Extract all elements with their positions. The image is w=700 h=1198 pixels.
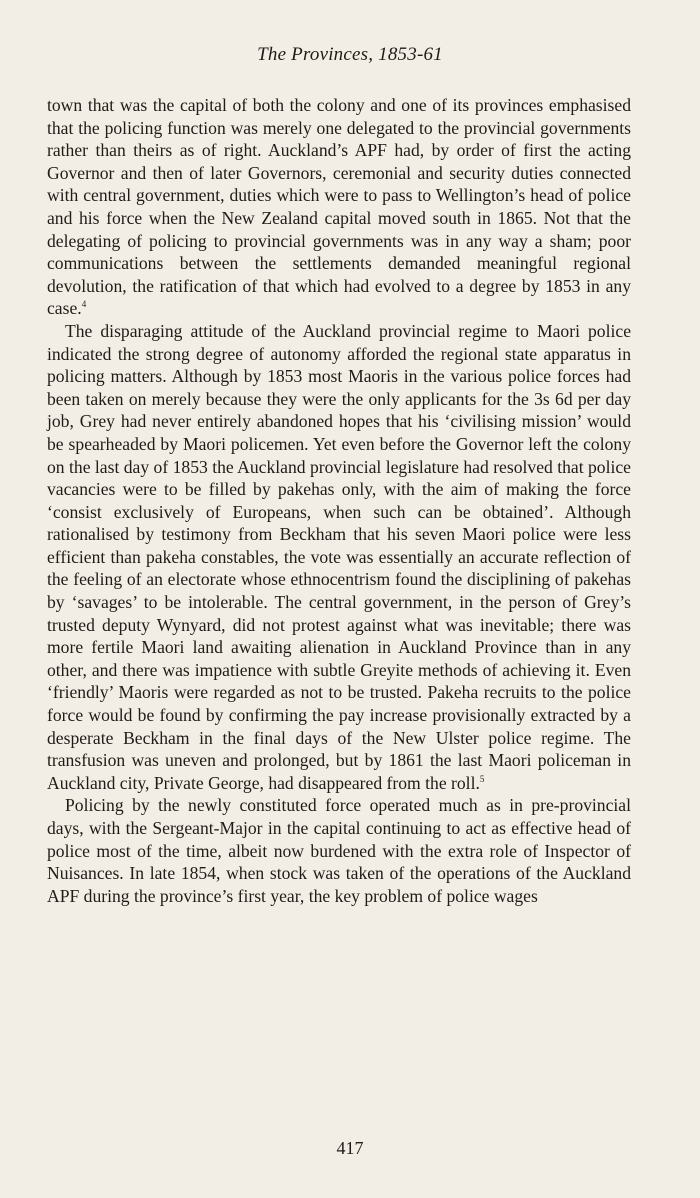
paragraph-3 [47, 794, 631, 907]
footnote-ref-5[interactable]: 5 [479, 773, 485, 784]
page-number: 417 [336, 1138, 364, 1158]
paragraph-1-text: town that was the capital of both the colony and one of its provinces emphasised that the policing function was merely one delegated to the provincial governments rather than theirs as of right. Auckland’s APF had, by order of first the acting Governor and then of later Governors, ceremonial and security duties connected with central government, duties which were to pass to Wellington’s head of police and his force when the New Zealand capital moved south in 1865. Not that the delegating of policing to provincial governments was in any way a sham; poor communications between the settlements demanded meaningful regional devolution, the ratification of that which had evolved to a degree by 1853 in any case. [47, 95, 631, 319]
paragraph-2-text: The disparaging attitude of the Auckland provincial regime to Maori police indicated the strong degree of autonomy afforded the regional state apparatus in policing matters. Although by 1853 most Maoris in the various police forces had been taken on merely because they were the only applicants for the 3s 6d per day job, Grey had never entirely abandoned hopes that his ‘civilising mission’ would be spearheaded by Maori policemen. Yet even before the Governor left the colony on the last day of 1853 the Auckland provincial legislature had resolved that police vacancies were to be filled by pakehas only, with the aim of making the force ‘consist exclusively of Europeans, when such can be obtained’. Although rationalised by testimony from Beckham that his seven Maori police were less efficient than pakeha constables, the vote was essentially an accurate reflection of the feeling of an electorate whose ethnocentrism found the disciplining of pakehas by ‘savages’ to be intolerable. The central government, in the person of Grey’s trusted deputy Wynyard, did not protest against what was inevitable; there was more fertile Maori land awaiting alienation in Auckland Province than in any other, and there was impatience with subtle Greyite methods of achieving it. Even ‘friendly’ Maoris were regarded as not to be trusted. Pakeha recruits to the police force would be found by confirming the pay increase provisionally extracted by a desperate Beckham in the final days of the New Ulster police regime. The transfusion was uneven and prolonged, but by 1861 the last Maori policeman in Auckland city, Private George, had disappeared from the roll. [47, 320, 631, 793]
body-text [47, 94, 631, 907]
footnote-ref-4[interactable]: 4 [81, 299, 87, 310]
running-head: The Provinces, 1853-61 [257, 44, 443, 65]
paragraph-3-text: Policing by the newly constituted force operated much as in pre-provincial days, with the Sergeant-Major in the capital continuing to act as effective head of police most of the time, albeit now burdened with the extra role of Inspector of Nuisances. In late 1854, when stock was taken of the operations of the Auckland APF during the province’s first year, the key problem of police wages [47, 795, 631, 906]
paragraph-2 [47, 320, 631, 794]
paragraph-1 [47, 94, 631, 320]
